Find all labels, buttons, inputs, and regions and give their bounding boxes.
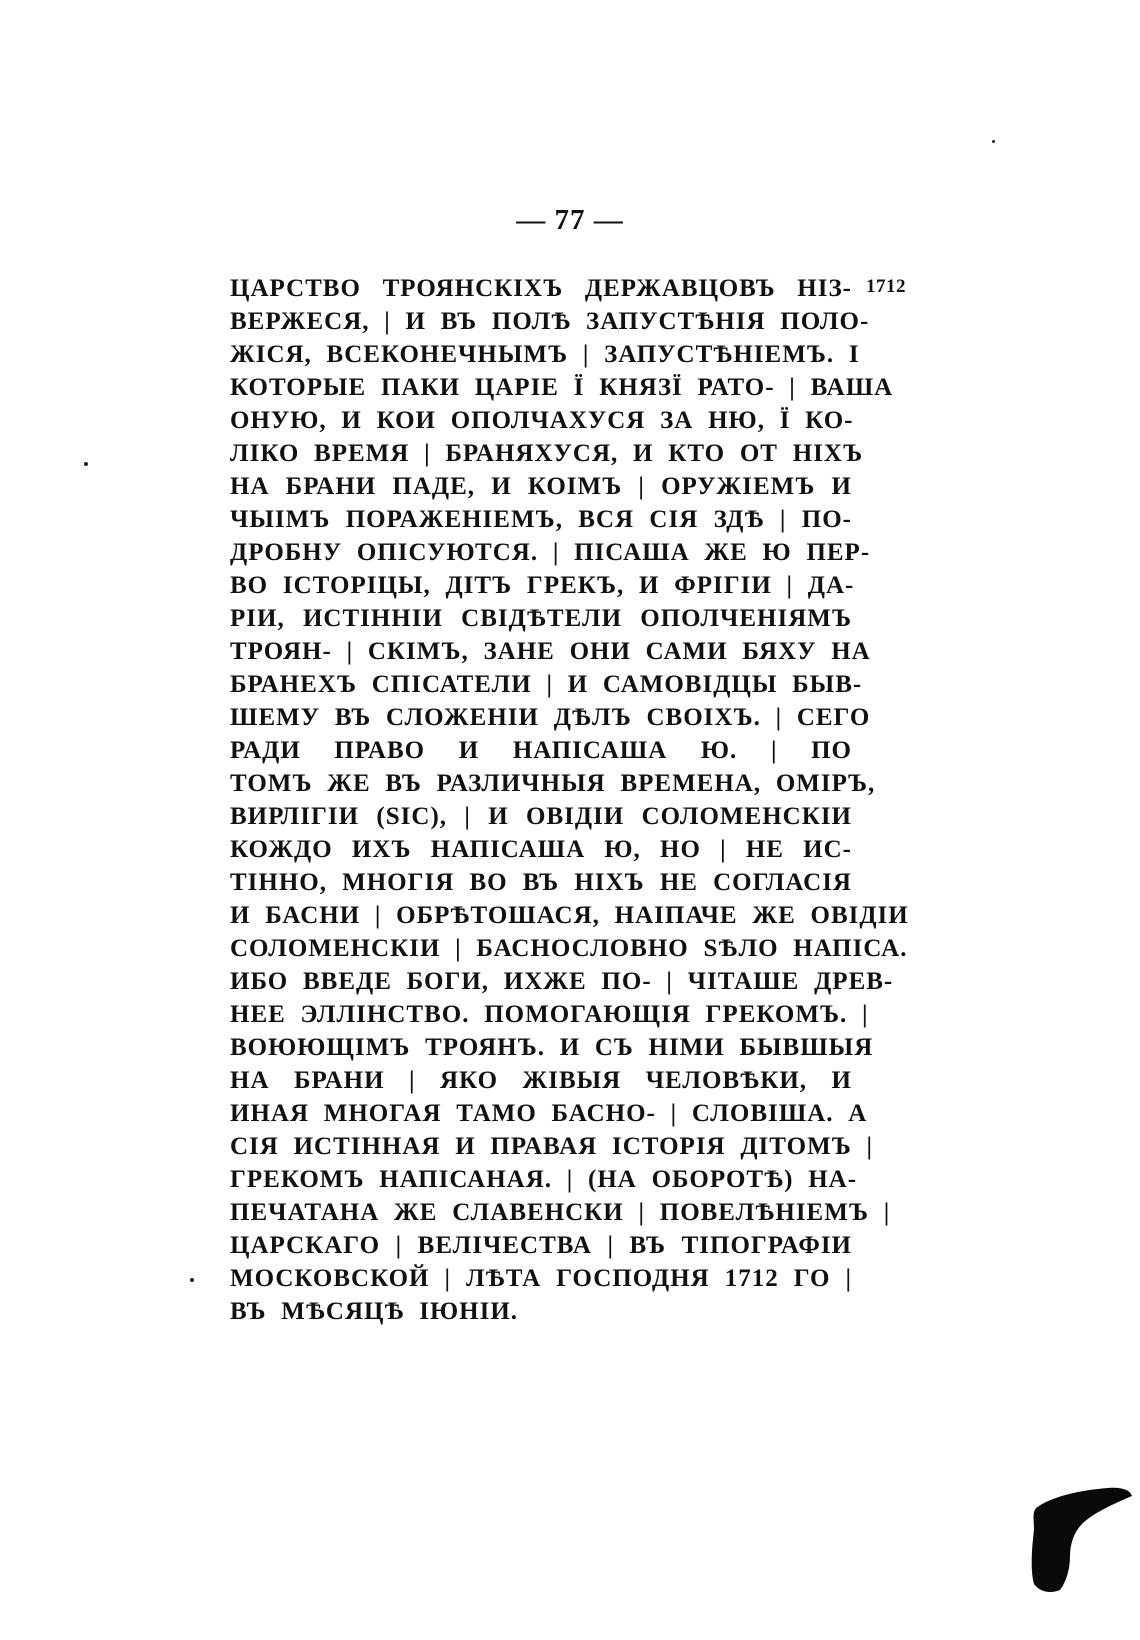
text-line: СОЛОМЕНСКIИ | БАСНОСЛОВНО ЅѢЛО НАПIСА. <box>230 935 908 962</box>
text-line: ИНАЯ МНОГАЯ ТАМО БАСНО- | СЛОВIША. А <box>230 1100 868 1127</box>
text-line: НА БРАНИ ПАДЕ, И КОIМЪ | ОРУЖIЕМЪ И <box>230 473 852 500</box>
text-line: ОНУЮ, И КОИ ОПОЛЧАХУСЯ ЗА НЮ, Ї КО- <box>230 407 854 434</box>
text-line: РIИ, ИСТIННIИ СВIДѢТЕЛИ ОПОЛЧЕНIЯМЪ <box>230 605 852 632</box>
text-line: ТОМЪ ЖЕ ВЪ РАЗЛИЧНЫЯ ВРЕМЕНА, ОМIРЪ, <box>230 770 876 797</box>
text-line: ЦАРСКАГО | ВЕЛIЧЕСТВА | ВЪ ТIПОГРАФIИ <box>230 1232 852 1259</box>
text-line: ВЪ МѢСЯЦѢ IЮНIИ. <box>230 1298 519 1325</box>
text-line: КОЖДО ИХЪ НАПIСАША Ю, НО | НЕ ИС- <box>230 836 852 863</box>
text-line: НЕЕ ЭЛЛIНСТВО. ПОМОГАЮЩIЯ ГРЕКОМЪ. | <box>230 1001 869 1028</box>
text-line: ВИРЛIГIИ (SIC), | И ОВIДIИ СОЛОМЕНСКIИ <box>230 803 852 830</box>
page-number: — 77 — <box>516 204 624 236</box>
text-line: ЧЫIМЪ ПОРАЖЕНIЕМЪ, ВСЯ СIЯ ЗДѢ | ПО- <box>230 506 852 533</box>
text-line: БРАНЕХЪ СПIСАТЕЛИ | И САМОВIДЦЫ БЫВ- <box>230 671 863 698</box>
text-line: МОСКОВСКОЙ | ЛѢТА ГОСПОДНЯ 1712 ГО | <box>230 1265 852 1292</box>
text-line: ТРОЯН- | СКIМЪ, ЗАНЕ ОНИ САМИ БЯХУ НА <box>230 638 871 665</box>
text-line: КОТОРЫЕ ПАКИ ЦАРIЕ Ї КНЯЗЇ РАТО- | ВАША <box>230 374 894 401</box>
text-line: РАДИ ПРАВО И НАПIСАША Ю. | ПО <box>230 737 852 764</box>
text-line: ЦАРСТВО ТРОЯНСКIХЪ ДЕРЖАВЦОВЪ НIЗ- <box>230 275 852 302</box>
body-text <box>230 272 909 1328</box>
text-line: ДРОБНУ ОПIСУЮТСЯ. | ПIСАША ЖЕ Ю ПЕР- <box>230 539 871 566</box>
text-line: ЖIСЯ, ВСЕКОНЕЧНЫМЪ | ЗАПУСТѢНIЕМЪ. I <box>230 341 860 368</box>
text-line: СIЯ ИСТIННАЯ И ПРАВАЯ IСТОРIЯ ДIТОМЪ | <box>230 1133 874 1160</box>
text-line: ЛIКО ВРЕМЯ | БРАНЯХУСЯ, И КТО ОТ НIХЪ <box>230 440 864 467</box>
text-line: ВОЮЮЩIМЪ ТРОЯНЪ. И СЪ НIМИ БЫВШЫЯ <box>230 1034 874 1061</box>
text-line: НА БРАНИ | ЯКО ЖIВЫЯ ЧЕЛОВѢКИ, И <box>230 1067 852 1094</box>
text-line: И БАСНИ | ОБРѢТОШАСЯ, НАIПАЧЕ ЖЕ ОВIДIИ <box>230 902 909 929</box>
scan-speck <box>84 462 88 466</box>
text-line: ШЕМУ ВЪ СЛОЖЕНIИ ДѢЛЪ СВОIХЪ. | СЕГО <box>230 704 871 731</box>
text-line: ТIННО, МНОГIЯ ВО ВЪ НIХЪ НЕ СОГЛАСIЯ <box>230 869 852 896</box>
text-line: ВЕРЖЕСЯ, | И ВЪ ПОЛѢ ЗАПУСТѢНIЯ ПОЛО- <box>230 308 870 335</box>
text-line: ПЕЧАТАНА ЖЕ СЛАВЕНСКИ | ПОВЕЛѢНIЕМЪ | <box>230 1199 891 1226</box>
text-line: ГРЕКОМЪ НАПIСАНАЯ. | (НА ОБОРОТѢ) НА- <box>230 1166 858 1193</box>
scan-speck <box>190 1278 194 1282</box>
ink-blot-mark <box>1030 1486 1134 1596</box>
text-line: ВО IСТОРIЦЫ, ДIТЪ ГРЕКЪ, И ФРIГIИ | ДА- <box>230 572 855 599</box>
margin-year-note: 1712 <box>866 276 906 297</box>
scan-speck <box>992 140 995 143</box>
text-line: ИБО ВВЕДЕ БОГИ, ИХЖЕ ПО- | ЧIТАШЕ ДРЕВ- <box>230 968 894 995</box>
